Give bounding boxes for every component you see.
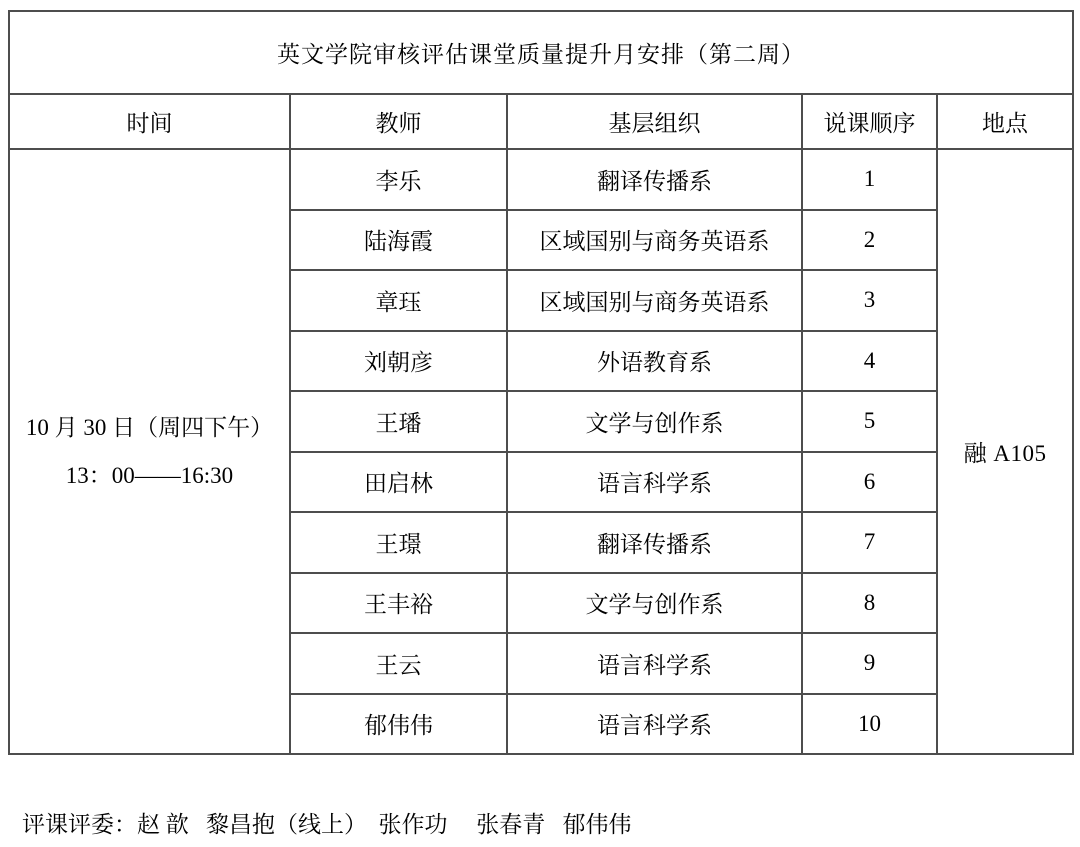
order-cell: 3 xyxy=(802,270,937,331)
column-header-order: 说课顺序 xyxy=(802,94,937,149)
teacher-cell: 郁伟伟 xyxy=(290,694,507,755)
time-date: 10 月 30 日（周四下午） xyxy=(25,414,274,440)
location-cell: 融 A105 xyxy=(937,149,1073,754)
order-cell: 8 xyxy=(802,573,937,634)
order-cell: 10 xyxy=(802,694,937,755)
order-cell: 2 xyxy=(802,210,937,271)
order-cell: 7 xyxy=(802,512,937,573)
column-header-org: 基层组织 xyxy=(507,94,802,149)
teacher-cell: 王丰裕 xyxy=(290,573,507,634)
org-cell: 翻译传播系 xyxy=(507,149,802,210)
org-cell: 区域国别与商务英语系 xyxy=(507,210,802,271)
org-cell: 语言科学系 xyxy=(507,633,802,694)
order-cell: 9 xyxy=(802,633,937,694)
teacher-cell: 王璟 xyxy=(290,512,507,573)
org-cell: 区域国别与商务英语系 xyxy=(507,270,802,331)
org-cell: 文学与创作系 xyxy=(507,573,802,634)
order-cell: 5 xyxy=(802,391,937,452)
order-cell: 6 xyxy=(802,452,937,513)
teacher-cell: 李乐 xyxy=(290,149,507,210)
order-cell: 1 xyxy=(802,149,937,210)
document-title: 英文学院审核评估课堂质量提升月安排（第二周） xyxy=(9,11,1073,94)
schedule-table xyxy=(8,10,1074,755)
time-cell xyxy=(9,149,290,754)
org-cell: 翻译传播系 xyxy=(507,512,802,573)
order-cell: 4 xyxy=(802,331,937,392)
teacher-cell: 刘朝彦 xyxy=(290,331,507,392)
teacher-cell: 陆海霞 xyxy=(290,210,507,271)
org-cell: 语言科学系 xyxy=(507,452,802,513)
org-cell: 语言科学系 xyxy=(507,694,802,755)
teacher-cell: 王云 xyxy=(290,633,507,694)
column-header-location: 地点 xyxy=(937,94,1073,149)
header-row xyxy=(9,94,1073,149)
column-header-teacher: 教师 xyxy=(290,94,507,149)
title-row xyxy=(9,11,1073,94)
org-cell: 文学与创作系 xyxy=(507,391,802,452)
teacher-cell: 章珏 xyxy=(290,270,507,331)
table-row xyxy=(9,149,1073,210)
org-cell: 外语教育系 xyxy=(507,331,802,392)
column-header-time: 时间 xyxy=(9,94,290,149)
judges-note: 评课评委：赵 歆 黎昌抱（线上） 张作功 张春青 郁伟伟 xyxy=(22,812,632,837)
teacher-cell: 王璠 xyxy=(290,391,507,452)
teacher-cell: 田启林 xyxy=(290,452,507,513)
time-range: 13：00——16:30 xyxy=(65,462,234,488)
